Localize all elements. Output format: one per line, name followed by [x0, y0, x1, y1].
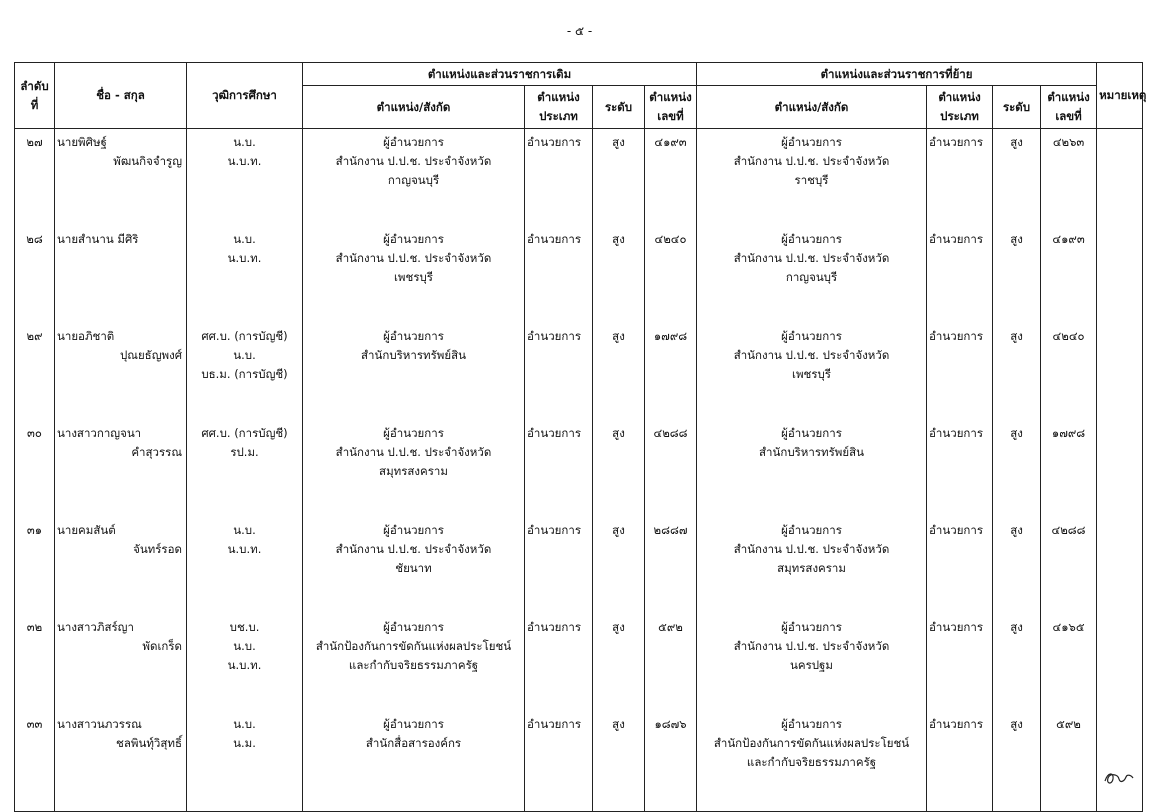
- new-level: สูง: [1010, 329, 1023, 343]
- last-name: พัดเกร็ด: [142, 639, 182, 653]
- education-cell: [187, 420, 303, 517]
- new-position-type: อำนวยการ: [929, 523, 984, 537]
- name-cell: [55, 323, 187, 420]
- old-level-cell: [593, 420, 645, 517]
- old-type-cell: [525, 226, 593, 323]
- old-position-line: กาญจนบุรี: [387, 173, 440, 187]
- table-row: [15, 711, 1143, 812]
- remark-cell: [1097, 711, 1143, 812]
- old-number-cell: [645, 226, 697, 323]
- education-degree: บธ.ม. (การบัญชี): [201, 367, 288, 381]
- new-position-line: ราชบุรี: [794, 173, 829, 187]
- new-number-cell: [1041, 614, 1097, 711]
- new-position-number: ๔๑๙๓: [1052, 232, 1085, 246]
- new-position-number: ๑๗๙๘: [1051, 426, 1086, 440]
- old-number-cell: [645, 517, 697, 614]
- new-level-cell: [993, 517, 1041, 614]
- old-position-line: เพชรบุรี: [394, 270, 433, 284]
- old-position-number: ๒๘๘๗: [653, 523, 688, 537]
- row-number: ๓๒: [26, 620, 43, 634]
- last-name: ปุณยธัญพงศ์: [119, 348, 182, 362]
- header-new-position-affiliation: ตำแหน่ง/สังกัด: [697, 86, 927, 129]
- row-number: ๒๗: [26, 135, 43, 149]
- new-position-number: ๔๒๘๘: [1051, 523, 1086, 537]
- new-level: สูง: [1010, 232, 1023, 246]
- new-position-cell: [697, 226, 927, 323]
- old-level-cell: [593, 517, 645, 614]
- row-number-cell: [15, 614, 55, 711]
- new-number-cell: [1041, 129, 1097, 227]
- new-type-cell: [927, 711, 993, 812]
- old-level: สูง: [612, 717, 625, 731]
- education-degree: น.บ.ท.: [227, 542, 262, 556]
- new-position-number: ๔๒๔๐: [1052, 329, 1085, 343]
- row-number: ๓๑: [26, 523, 43, 537]
- old-level: สูง: [612, 329, 625, 343]
- old-level-cell: [593, 323, 645, 420]
- name-cell: [55, 129, 187, 227]
- education-cell: [187, 129, 303, 227]
- new-position-cell: [697, 517, 927, 614]
- old-position-line: สำนักบริหารทรัพย์สิน: [361, 348, 466, 362]
- old-level-cell: [593, 129, 645, 227]
- remark-cell: [1097, 614, 1143, 711]
- education-cell: [187, 614, 303, 711]
- row-number-cell: [15, 517, 55, 614]
- new-position-line: ผู้อำนวยการ: [781, 426, 842, 440]
- header-new-position-type: ตำแหน่งประเภท: [927, 86, 993, 129]
- education-degree: น.บ.: [233, 639, 256, 653]
- education-cell: [187, 517, 303, 614]
- old-position-line: สำนักงาน ป.ป.ช. ประจำจังหวัด: [335, 542, 492, 556]
- new-position-type: อำนวยการ: [929, 135, 984, 149]
- name-cell: [55, 420, 187, 517]
- old-position-line: และกำกับจริยธรรมภาครัฐ: [348, 658, 479, 672]
- old-position-line: ผู้อำนวยการ: [383, 329, 444, 343]
- old-position-line: ผู้อำนวยการ: [383, 426, 444, 440]
- old-position-line: สำนักป้องกันการขัดกันแห่งผลประโยชน์: [315, 639, 512, 653]
- header-old-position-group: ตำแหน่งและส่วนราชการเดิม: [303, 63, 697, 86]
- old-position-cell: [303, 129, 525, 227]
- header-old-level: ระดับ: [593, 86, 645, 129]
- new-position-number: ๔๒๖๓: [1052, 135, 1085, 149]
- new-position-cell: [697, 323, 927, 420]
- new-position-type: อำนวยการ: [929, 717, 984, 731]
- old-position-type: อำนวยการ: [527, 329, 582, 343]
- new-position-type: อำนวยการ: [929, 620, 984, 634]
- name-cell: [55, 517, 187, 614]
- new-level: สูง: [1010, 620, 1023, 634]
- new-position-cell: [697, 420, 927, 517]
- row-number: ๓๐: [27, 426, 42, 440]
- education-degree: น.บ.: [233, 348, 256, 362]
- education-degree: น.ม.: [233, 736, 256, 750]
- old-position-line: ผู้อำนวยการ: [383, 717, 444, 731]
- new-position-line: ผู้อำนวยการ: [781, 523, 842, 537]
- new-position-line: ผู้อำนวยการ: [781, 717, 842, 731]
- new-type-cell: [927, 420, 993, 517]
- new-position-type: อำนวยการ: [929, 232, 984, 246]
- old-number-cell: [645, 711, 697, 812]
- name-cell: [55, 614, 187, 711]
- new-level-cell: [993, 323, 1041, 420]
- old-level: สูง: [612, 620, 625, 634]
- old-type-cell: [525, 614, 593, 711]
- last-name: คำสุวรรณ: [131, 445, 182, 459]
- old-position-type: อำนวยการ: [527, 523, 582, 537]
- old-type-cell: [525, 129, 593, 227]
- old-number-cell: [645, 129, 697, 227]
- new-number-cell: [1041, 711, 1097, 812]
- header-old-position-type: ตำแหน่งประเภท: [525, 86, 593, 129]
- new-number-cell: [1041, 420, 1097, 517]
- last-name: พัฒนกิจจำรูญ: [113, 154, 182, 168]
- header-old-position-number: ตำแหน่งเลขที่: [645, 86, 697, 129]
- education-degree: ศศ.บ. (การบัญชี): [201, 426, 288, 440]
- new-type-cell: [927, 226, 993, 323]
- education-degree: น.บ.: [233, 717, 256, 731]
- old-position-line: สมุทรสงคราม: [379, 464, 448, 478]
- old-position-type: อำนวยการ: [527, 717, 582, 731]
- old-number-cell: [645, 420, 697, 517]
- education-degree: น.บ.: [233, 232, 256, 246]
- new-position-line: นครปฐม: [790, 658, 833, 672]
- new-position-type: อำนวยการ: [929, 426, 984, 440]
- new-number-cell: [1041, 323, 1097, 420]
- new-type-cell: [927, 129, 993, 227]
- row-number-cell: [15, 420, 55, 517]
- new-level: สูง: [1010, 426, 1023, 440]
- old-type-cell: [525, 420, 593, 517]
- new-number-cell: [1041, 517, 1097, 614]
- new-position-number: ๕๙๒: [1056, 717, 1081, 731]
- old-position-line: ผู้อำนวยการ: [383, 135, 444, 149]
- new-level: สูง: [1010, 717, 1023, 731]
- new-type-cell: [927, 323, 993, 420]
- old-position-number: ๕๙๒: [658, 620, 683, 634]
- new-position-line: เพชรบุรี: [792, 367, 831, 381]
- old-type-cell: [525, 517, 593, 614]
- header-old-position-affiliation: ตำแหน่ง/สังกัด: [303, 86, 525, 129]
- old-position-type: อำนวยการ: [527, 135, 582, 149]
- row-number-cell: [15, 323, 55, 420]
- header-new-position-group: ตำแหน่งและส่วนราชการที่ย้าย: [697, 63, 1097, 86]
- new-level-cell: [993, 711, 1041, 812]
- new-position-cell: [697, 129, 927, 227]
- old-position-cell: [303, 517, 525, 614]
- table-body: [15, 129, 1143, 812]
- name-cell: [55, 226, 187, 323]
- remark-cell: [1097, 517, 1143, 614]
- old-number-cell: [645, 323, 697, 420]
- old-position-type: อำนวยการ: [527, 232, 582, 246]
- row-number-cell: [15, 129, 55, 227]
- new-position-cell: [697, 711, 927, 812]
- header-no: ลำดับที่: [15, 63, 55, 129]
- new-number-cell: [1041, 226, 1097, 323]
- old-number-cell: [645, 614, 697, 711]
- first-name: นายสำนาน มีศิริ: [57, 232, 139, 246]
- old-position-type: อำนวยการ: [527, 620, 582, 634]
- first-name: นายคมสันต์: [57, 523, 116, 537]
- old-position-line: ผู้อำนวยการ: [383, 620, 444, 634]
- row-number: ๒๙: [26, 329, 43, 343]
- transfer-table: [14, 62, 1147, 812]
- new-position-line: สำนักงาน ป.ป.ช. ประจำจังหวัด: [733, 348, 890, 362]
- new-type-cell: [927, 614, 993, 711]
- new-position-type: อำนวยการ: [929, 329, 984, 343]
- new-level: สูง: [1010, 135, 1023, 149]
- new-type-cell: [927, 517, 993, 614]
- old-level-cell: [593, 614, 645, 711]
- header-name: ชื่อ - สกุล: [55, 63, 187, 129]
- new-position-line: สำนักงาน ป.ป.ช. ประจำจังหวัด: [733, 542, 890, 556]
- new-position-line: สำนักบริหารทรัพย์สิน: [759, 445, 864, 459]
- education-degree: รป.ม.: [230, 445, 259, 459]
- education-degree: ศศ.บ. (การบัญชี): [201, 329, 288, 343]
- table-row: [15, 129, 1143, 227]
- old-position-cell: [303, 226, 525, 323]
- new-level-cell: [993, 226, 1041, 323]
- education-cell: [187, 226, 303, 323]
- first-name: นางสาวนภวรรณ: [57, 717, 142, 731]
- old-position-type: อำนวยการ: [527, 426, 582, 440]
- remark-cell: [1097, 129, 1143, 227]
- education-cell: [187, 711, 303, 812]
- new-level: สูง: [1010, 523, 1023, 537]
- old-type-cell: [525, 711, 593, 812]
- new-position-line: สำนักงาน ป.ป.ช. ประจำจังหวัด: [733, 639, 890, 653]
- table-row: [15, 420, 1143, 517]
- old-level-cell: [593, 226, 645, 323]
- old-position-line: ผู้อำนวยการ: [383, 523, 444, 537]
- header-new-position-number: ตำแหน่งเลขที่: [1041, 86, 1097, 129]
- old-position-number: ๔๑๙๓: [654, 135, 687, 149]
- remark-cell: [1097, 323, 1143, 420]
- header-new-level: ระดับ: [993, 86, 1041, 129]
- first-name: นายพิศิษฐ์: [57, 135, 107, 149]
- first-name: นางสาวภิสร์ญา: [57, 620, 134, 634]
- page-number: - ๕ -: [566, 24, 593, 38]
- row-number-cell: [15, 226, 55, 323]
- new-position-line: สำนักงาน ป.ป.ช. ประจำจังหวัด: [733, 154, 890, 168]
- new-level-cell: [993, 420, 1041, 517]
- remark-cell: [1097, 420, 1143, 517]
- new-position-line: และกำกับจริยธรรมภาครัฐ: [746, 755, 877, 769]
- new-position-line: ผู้อำนวยการ: [781, 232, 842, 246]
- last-name: ชลพินทุ์วิสุทธิ์: [116, 736, 182, 750]
- old-position-number: ๔๒๘๘: [653, 426, 688, 440]
- table-row: [15, 226, 1143, 323]
- old-position-line: สำนักสื่อสารองค์กร: [365, 736, 462, 750]
- old-level: สูง: [612, 135, 625, 149]
- new-position-cell: [697, 614, 927, 711]
- remark-cell: [1097, 226, 1143, 323]
- old-level: สูง: [612, 426, 625, 440]
- header-remark: หมายเหตุ: [1097, 63, 1143, 129]
- education-degree: น.บ.: [233, 523, 256, 537]
- old-position-line: ผู้อำนวยการ: [383, 232, 444, 246]
- old-level: สูง: [612, 523, 625, 537]
- new-position-line: กาญจนบุรี: [785, 270, 838, 284]
- old-level-cell: [593, 711, 645, 812]
- old-position-line: สำนักงาน ป.ป.ช. ประจำจังหวัด: [335, 445, 492, 459]
- name-cell: [55, 711, 187, 812]
- new-position-number: ๔๑๖๕: [1052, 620, 1085, 634]
- new-level-cell: [993, 614, 1041, 711]
- old-level: สูง: [612, 232, 625, 246]
- old-position-number: ๔๒๔๐: [654, 232, 687, 246]
- new-position-line: ผู้อำนวยการ: [781, 329, 842, 343]
- signature-mark: [1102, 766, 1136, 788]
- old-position-number: ๑๘๗๖: [654, 717, 687, 731]
- old-type-cell: [525, 323, 593, 420]
- education-cell: [187, 323, 303, 420]
- table-row: [15, 614, 1143, 711]
- first-name: นางสาวกาญจนา: [57, 426, 142, 440]
- new-level-cell: [993, 129, 1041, 227]
- old-position-cell: [303, 711, 525, 812]
- table-row: [15, 323, 1143, 420]
- table-row: [15, 517, 1143, 614]
- row-number-cell: [15, 711, 55, 812]
- last-name: จันทร์รอด: [133, 542, 182, 556]
- old-position-line: สำนักงาน ป.ป.ช. ประจำจังหวัด: [335, 154, 492, 168]
- first-name: นายอภิชาติ: [57, 329, 115, 343]
- education-degree: น.บ.ท.: [227, 251, 262, 265]
- old-position-cell: [303, 323, 525, 420]
- new-position-line: สมุทรสงคราม: [777, 561, 846, 575]
- education-degree: น.บ.ท.: [227, 154, 262, 168]
- new-position-line: ผู้อำนวยการ: [781, 135, 842, 149]
- education-degree: น.บ.: [233, 135, 256, 149]
- header-education: วุฒิการศึกษา: [187, 63, 303, 129]
- education-degree: น.บ.ท.: [227, 658, 262, 672]
- education-degree: บช.บ.: [229, 620, 260, 634]
- old-position-number: ๑๗๙๘: [653, 329, 688, 343]
- new-position-line: สำนักป้องกันการขัดกันแห่งผลประโยชน์: [713, 736, 910, 750]
- new-position-line: สำนักงาน ป.ป.ช. ประจำจังหวัด: [733, 251, 890, 265]
- old-position-cell: [303, 420, 525, 517]
- old-position-line: ชัยนาท: [395, 561, 432, 575]
- old-position-cell: [303, 614, 525, 711]
- row-number: ๓๓: [26, 717, 43, 731]
- new-position-line: ผู้อำนวยการ: [781, 620, 842, 634]
- old-position-line: สำนักงาน ป.ป.ช. ประจำจังหวัด: [335, 251, 492, 265]
- row-number: ๒๘: [26, 232, 43, 246]
